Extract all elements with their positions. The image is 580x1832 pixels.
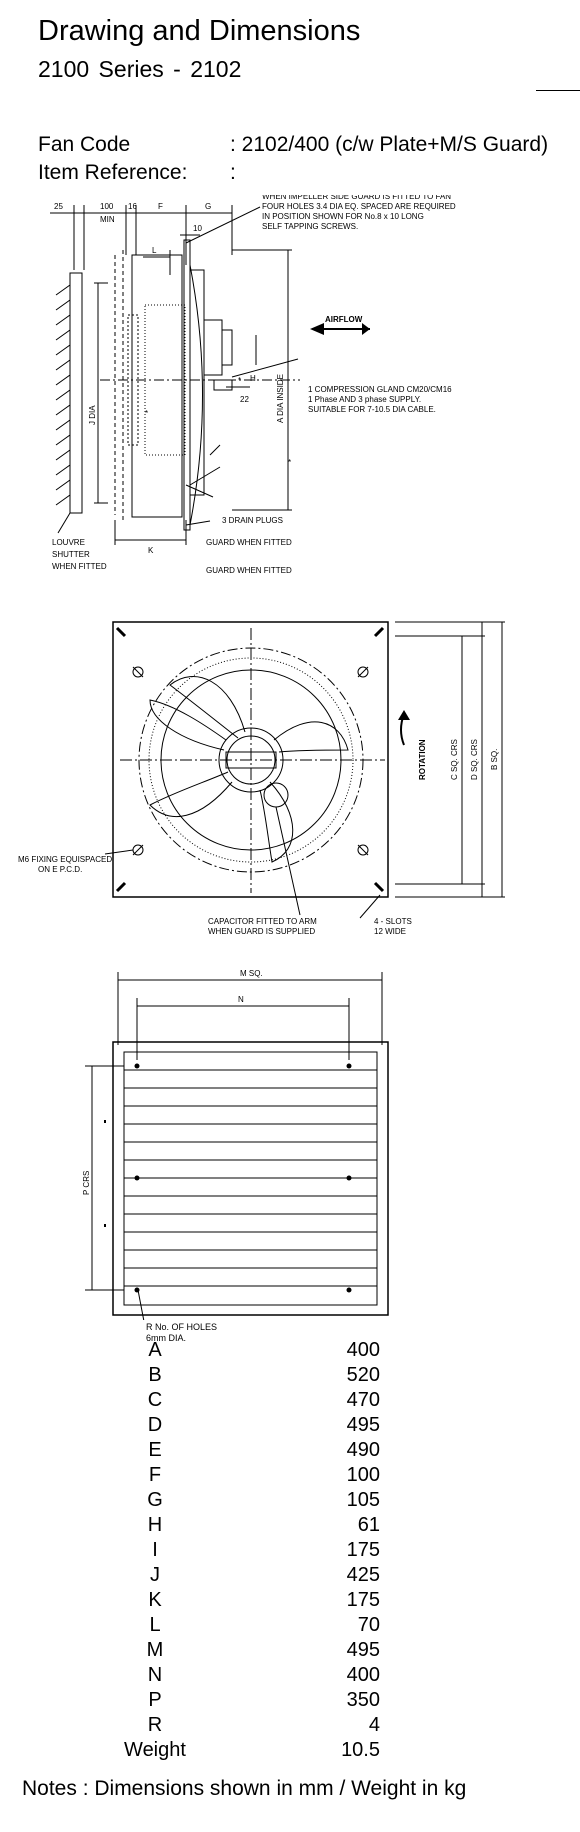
dimension-key: P <box>148 1689 162 1711</box>
dimension-key: R <box>147 1714 163 1736</box>
louvre-line1: LOUVRE <box>52 538 85 547</box>
louvre-line3: WHEN FITTED <box>52 562 107 571</box>
holes-line2: 6mm DIA. <box>146 1333 187 1343</box>
m6-fixing-line2: ON E P.C.D. <box>38 865 83 874</box>
item-reference-label: Item Reference: <box>38 161 188 184</box>
table-row <box>100 1388 380 1413</box>
dimension-value: 100 <box>346 1464 380 1486</box>
dim-25: 25 <box>54 202 63 211</box>
table-row <box>100 1538 380 1563</box>
dimension-key: A <box>148 1339 162 1361</box>
dimension-key: M <box>146 1639 164 1661</box>
m6-fixing-line1: M6 FIXING EQUISPACED <box>18 855 113 864</box>
n-label: N <box>238 995 244 1004</box>
table-row <box>100 1513 380 1538</box>
dimension-key: G <box>147 1489 163 1511</box>
m-sq-label: M SQ. <box>240 969 263 978</box>
page-title: Drawing and Dimensions <box>38 15 361 47</box>
series-subtitle: 2100 Series - 2102 <box>38 56 242 82</box>
table-row <box>100 1713 380 1738</box>
dim-f: F <box>158 202 163 211</box>
front-view-drawing <box>0 610 580 950</box>
airflow-label: AIRFLOW <box>325 315 363 324</box>
b-sq-label: B SQ. <box>490 748 499 770</box>
dim-h: H <box>250 374 256 383</box>
dimension-key: L <box>149 1614 161 1636</box>
note-impeller-line3: IN POSITION SHOWN FOR No.8 x 10 LONG <box>262 212 424 221</box>
dimension-value: 175 <box>346 1539 380 1561</box>
dimension-value: 175 <box>346 1589 380 1611</box>
note-impeller-line2: FOUR HOLES 3.4 DIA EQ. SPACED ARE REQUIRED <box>262 202 456 211</box>
fan-code-label: Fan Code <box>38 133 131 156</box>
dimension-value: 490 <box>346 1439 380 1461</box>
dimension-key: K <box>148 1589 162 1611</box>
dimension-value: 105 <box>346 1489 380 1511</box>
dimension-value: 10.5 <box>341 1739 380 1761</box>
dim-k: K <box>148 546 154 555</box>
header-divider <box>536 90 580 91</box>
p-crs-label: P CRS <box>82 1170 91 1195</box>
side-view-drawing <box>0 195 580 585</box>
dim-100: 100 <box>100 202 114 211</box>
dimension-value: 400 <box>346 1664 380 1686</box>
dimension-key: I <box>152 1539 158 1561</box>
dim-l: L <box>152 246 157 255</box>
table-row <box>100 1438 380 1463</box>
dim-16: 16 <box>128 202 137 211</box>
note-gland-line1: 1 COMPRESSION GLAND CM20/CM16 <box>308 385 452 394</box>
dim-22: 22 <box>240 395 249 404</box>
star-marker-2: * <box>238 376 242 385</box>
rotation-arrow-icon <box>398 710 410 745</box>
dimension-value: 520 <box>346 1364 380 1386</box>
guard-label-1: GUARD WHEN FITTED <box>206 538 292 547</box>
dimension-value: 400 <box>346 1339 380 1361</box>
dimension-table <box>100 1338 380 1763</box>
dim-a-dia: A DIA INSIDE <box>276 374 285 423</box>
dimension-value: 70 <box>357 1614 380 1636</box>
table-row <box>100 1338 380 1363</box>
table-row <box>100 1463 380 1488</box>
dimension-value: 350 <box>346 1689 380 1711</box>
dimension-key: E <box>148 1439 162 1461</box>
star-marker: * <box>145 409 149 418</box>
dimension-value: 425 <box>346 1564 380 1586</box>
dimension-key: Weight <box>124 1739 186 1761</box>
guard-label-2: GUARD WHEN FITTED <box>206 566 292 575</box>
capacitor-line2: WHEN GUARD IS SUPPLIED <box>208 927 316 936</box>
table-row <box>100 1613 380 1638</box>
note-impeller-line1: WHEN IMPELLER SIDE GUARD IS FITTED TO FAN <box>262 195 452 201</box>
dimension-value: 495 <box>346 1639 380 1661</box>
dimension-key: D <box>147 1414 163 1436</box>
drain-plugs-label: 3 DRAIN PLUGS <box>222 516 283 525</box>
slots-line1: 4 - SLOTS <box>374 917 412 926</box>
dimension-value: 61 <box>357 1514 380 1536</box>
table-row <box>100 1488 380 1513</box>
dimension-value: 470 <box>346 1389 380 1411</box>
dimension-key: J <box>150 1564 160 1586</box>
dimension-key: N <box>147 1664 163 1686</box>
dimension-value: 495 <box>346 1414 380 1436</box>
fan-code-value: : 2102/400 (c/w Plate+M/S Guard) <box>230 133 549 156</box>
table-row <box>100 1738 380 1763</box>
dimension-key: H <box>147 1514 163 1536</box>
table-row <box>100 1563 380 1588</box>
dimension-value: 4 <box>368 1714 380 1736</box>
table-row <box>100 1363 380 1388</box>
dimension-key: B <box>148 1364 162 1386</box>
note-impeller-line4: SELF TAPPING SCREWS. <box>262 222 359 231</box>
note-gland-line3: SUITABLE FOR 7-10.5 DIA CABLE. <box>308 405 436 414</box>
holes-line1: R No. OF HOLES <box>146 1322 218 1332</box>
louvre-view-drawing <box>0 960 580 1320</box>
slots-line2: 12 WIDE <box>374 927 407 936</box>
notes: Notes : Dimensions shown in mm / Weight in kg <box>22 1777 467 1800</box>
table-row <box>100 1638 380 1663</box>
table-row <box>100 1688 380 1713</box>
item-reference-value: : <box>230 161 236 184</box>
dim-min: MIN <box>100 215 115 224</box>
louvre-line2: SHUTTER <box>52 550 90 559</box>
rotation-label: ROTATION <box>418 739 427 780</box>
table-row <box>100 1588 380 1613</box>
dim-j-dia: J DIA <box>88 405 97 425</box>
dimension-key: F <box>148 1464 162 1486</box>
table-row <box>100 1413 380 1438</box>
airflow-arrow-icon <box>310 323 370 335</box>
note-gland-line2: 1 Phase AND 3 phase SUPPLY. <box>308 395 422 404</box>
c-sq-label: C SQ. CRS <box>450 739 459 780</box>
star-marker-3: * <box>288 458 292 467</box>
d-sq-label: D SQ. CRS <box>470 739 479 780</box>
table-row <box>100 1663 380 1688</box>
capacitor-line1: CAPACITOR FITTED TO ARM <box>208 917 317 926</box>
dimension-key: C <box>147 1389 163 1411</box>
dim-g: G <box>205 202 212 211</box>
dim-10: 10 <box>193 224 202 233</box>
